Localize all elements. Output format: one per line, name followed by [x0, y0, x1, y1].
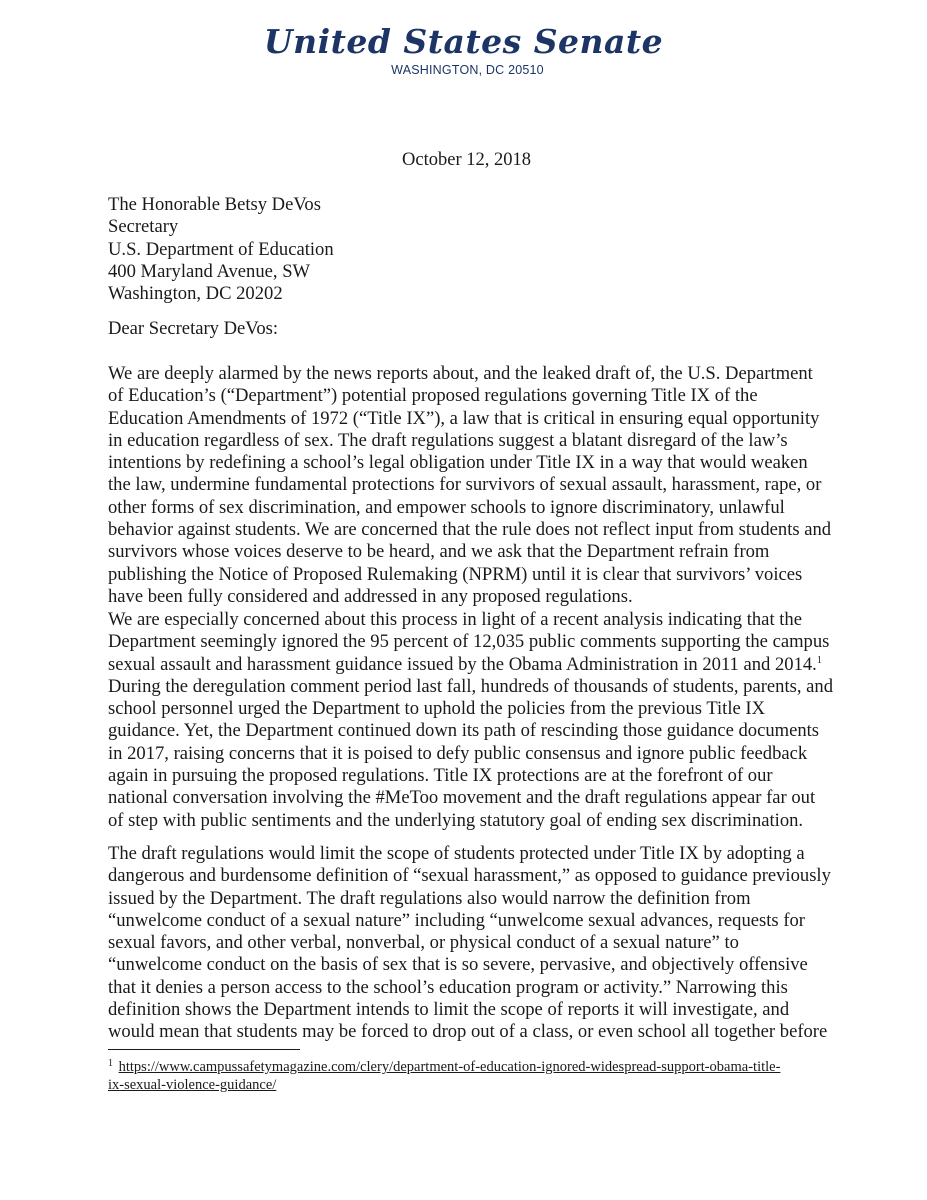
- text-line: “unwelcome conduct on the basis of sex that is so severe, pervasive, and objectively offensive: [108, 954, 808, 976]
- address-line: Washington, DC 20202: [108, 283, 283, 305]
- letter-date: October 12, 2018: [402, 150, 531, 170]
- text-line: in education regardless of sex. The draft regulations suggest a blatant disregard of the law’s: [108, 429, 788, 451]
- text-line: national conversation involving the #MeToo movement and the draft regulations appear far out: [108, 787, 816, 809]
- text-line: that it denies a person access to the school’s education program or activity.” Narrowing this: [108, 976, 788, 998]
- footnote-line-1: [108, 1055, 823, 1076]
- address-line: U.S. Department of Education: [108, 238, 334, 260]
- paragraph-1: [108, 363, 832, 608]
- footnote-line-2: [108, 1076, 823, 1094]
- text-line: We are especially concerned about this process in light of a recent analysis indicating that the: [108, 609, 802, 630]
- text-line: again in pursuing the proposed regulations. Title IX protections are at the forefront of our: [108, 765, 773, 787]
- text-line: other forms of sex discrimination, and empower schools to ignore discriminatory, unlawful: [108, 496, 785, 518]
- text-line: definition shows the Department intends to limit the scope of reports it will investigate, and: [108, 999, 790, 1021]
- text-line: We are deeply alarmed by the news reports about, and the leaked draft of, the U.S. Department: [108, 363, 813, 384]
- text-line: of Education’s (“Department”) potential proposed regulations governing Title IX of the: [108, 385, 758, 407]
- text-line: in 2017, raising concerns that it is poised to defy public consensus and ignore public feedback: [108, 742, 808, 764]
- letterhead-title: United States Senate: [263, 22, 664, 61]
- text-line: issued by the Department. The draft regulations also would narrow the definition from: [108, 887, 751, 909]
- text-line: school personnel urged the Department to uphold the policies from the previous Title IX: [108, 698, 766, 720]
- text-line: “unwelcome conduct of a sexual nature” including “unwelcome sexual advances, requests for: [108, 909, 805, 931]
- address-line: The Honorable Betsy DeVos: [108, 194, 321, 215]
- salutation: Dear Secretary DeVos:: [108, 318, 279, 339]
- footnote-link[interactable]: https://www.campussafetymagazine.com/clery/department-of-education-ignored-widespread-support-obama-title-: [118, 1059, 781, 1075]
- text-line: behavior against students. We are concerned that the rule does not reflect input from students and: [108, 519, 832, 541]
- text-line: sexual assault and harassment guidance issued by the Obama Administration in 2011 and 2014.: [108, 653, 817, 675]
- footnote-divider: [108, 1049, 300, 1050]
- text-line: dangerous and burdensome definition of “sexual harassment,” as opposed to guidance previously: [108, 865, 831, 887]
- text-line: the law, undermine fundamental protections for survivors of sexual assault, harassment, rape, or: [108, 474, 822, 496]
- address-line: Secretary: [108, 216, 179, 238]
- text-line: Department seemingly ignored the 95 percent of 12,035 public comments supporting the campus: [108, 631, 830, 653]
- text-line: publishing the Notice of Proposed Rulemaking (NPRM) until it is clear that survivors’ voices: [108, 563, 803, 585]
- letterhead-subtitle: WASHINGTON, DC 20510: [391, 63, 544, 77]
- text-line: have been fully considered and addressed in any proposed regulations.: [108, 585, 633, 607]
- footnote: [108, 1055, 823, 1094]
- text-line: The draft regulations would limit the scope of students protected under Title IX by adopting a: [108, 843, 805, 864]
- text-line: survivors whose voices deserve to be heard, and we ask that the Department refrain from: [108, 541, 770, 563]
- recipient-address: [108, 194, 823, 305]
- footnote-marker: 1: [108, 1058, 113, 1069]
- text-line: sexual favors, and other verbal, nonverbal, or physical conduct of a sexual nature” to: [108, 932, 739, 954]
- footnote-link-continued[interactable]: ix-sexual-violence-guidance/: [108, 1077, 277, 1093]
- text-line: would mean that students may be forced to drop out of a class, or even school all together before: [108, 1021, 828, 1043]
- text-line-with-footnote: [108, 654, 823, 676]
- letterhead: [0, 22, 927, 78]
- paragraph-2: [108, 609, 833, 832]
- text-line: of step with public sentiments and the underlying statutory goal of ending sex discrimination.: [108, 809, 804, 831]
- text-line: Education Amendments of 1972 (“Title IX”), a law that is critical in ensuring equal opportunity: [108, 407, 820, 429]
- text-line: During the deregulation comment period last fall, hundreds of thousands of students, parents, and: [108, 675, 833, 697]
- text-line: intentions by redefining a school’s legal obligation under Title IX in a way that would weaken: [108, 452, 808, 474]
- footnote-reference: 1: [816, 654, 822, 666]
- address-line: 400 Maryland Avenue, SW: [108, 260, 311, 282]
- text-line: guidance. Yet, the Department continued down its path of rescinding those guidance documents: [108, 720, 820, 742]
- paragraph-3: [108, 843, 831, 1044]
